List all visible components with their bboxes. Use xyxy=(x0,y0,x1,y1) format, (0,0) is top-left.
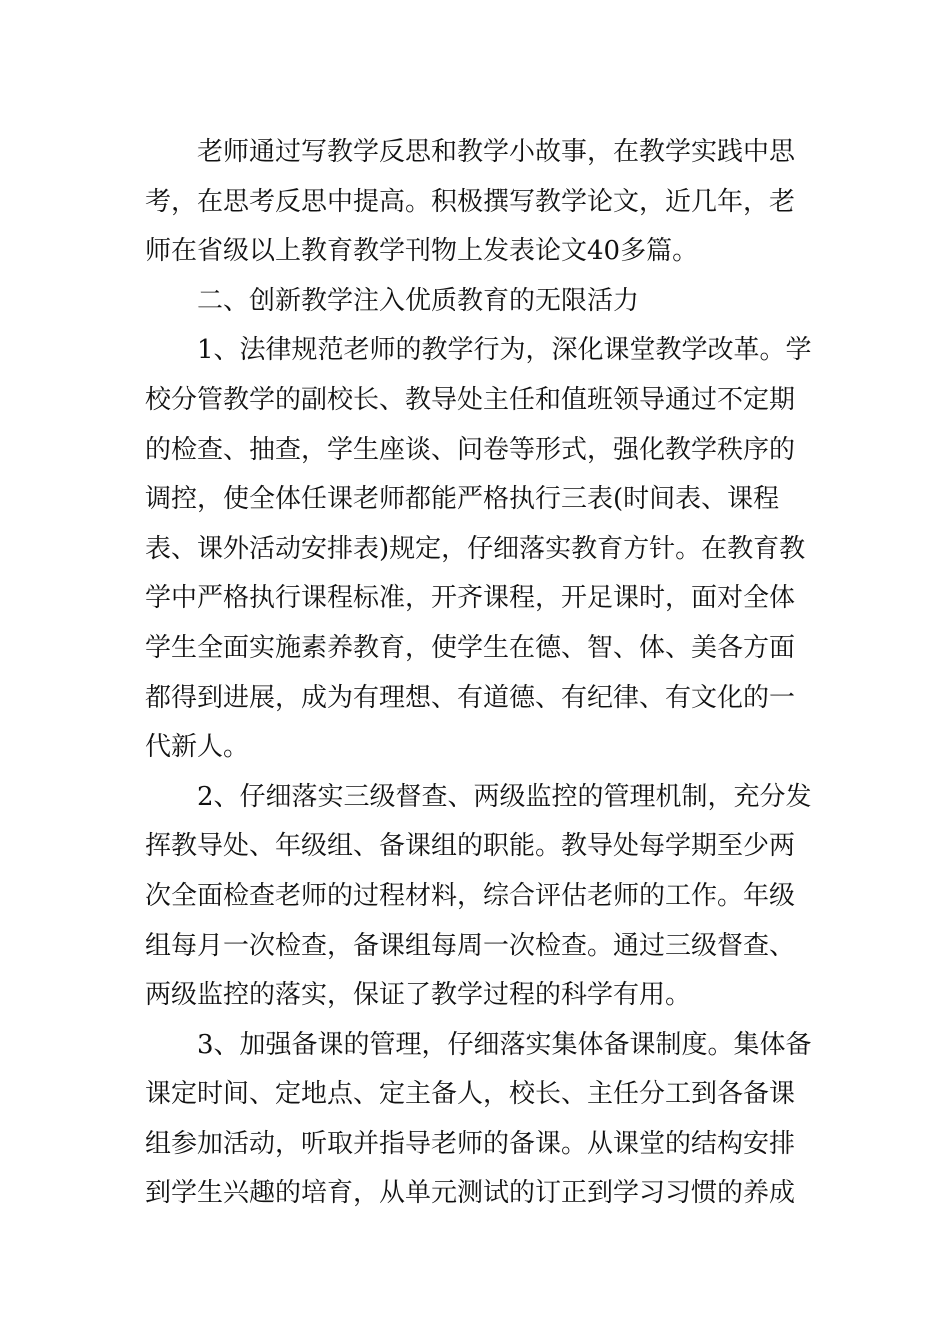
document-body xyxy=(145,128,813,1219)
paragraph-item-1: 1、法律规范老师的教学行为，深化课堂教学改革。学校分管教学的副校长、教导处主任和值班领导通过不定期的检查、抽查，学生座谈、问卷等形式，强化教学秩序的调控，使全体任课老师都能严格执行三表(时间表、课程表、课外活动安排表)规定，仔细落实教育方针。在教育教学中严格执行课程标准，开齐课程，开足课时，面对全体学生全面实施素养教育，使学生在德、智、体、美各方面都得到进展，成为有理想、有道德、有纪律、有文化的一代新人。 xyxy=(145,335,812,763)
paragraph-item-3: 3、加强备课的管理，仔细落实集体备课制度。集体备课定时间、定地点、定主备人，校长、主任分工到各备课组参加活动，听取并指导老师的备课。从课堂的结构安排到学生兴趣的培育，从单元测试的订正到学习习惯的养成 xyxy=(145,1029,812,1209)
paragraph-reflection: 老师通过写教学反思和教学小故事，在教学实践中思考，在思考反思中提高。积极撰写教学论文，近几年，老师在省级以上教育教学刊物上发表论文40多篇。 xyxy=(145,137,796,267)
paragraph-item-2: 2、仔细落实三级督查、两级监控的管理机制，充分发挥教导处、年级组、备课组的职能。教导处每学期至少两次全面检查老师的过程材料，综合评估老师的工作。年级组每月一次检查，备课组每周一次检查。通过三级督查、两级监控的落实，保证了教学过程的科学有用。 xyxy=(145,781,812,1011)
section-heading: 二、创新教学注入优质教育的无限活力 xyxy=(197,285,640,316)
